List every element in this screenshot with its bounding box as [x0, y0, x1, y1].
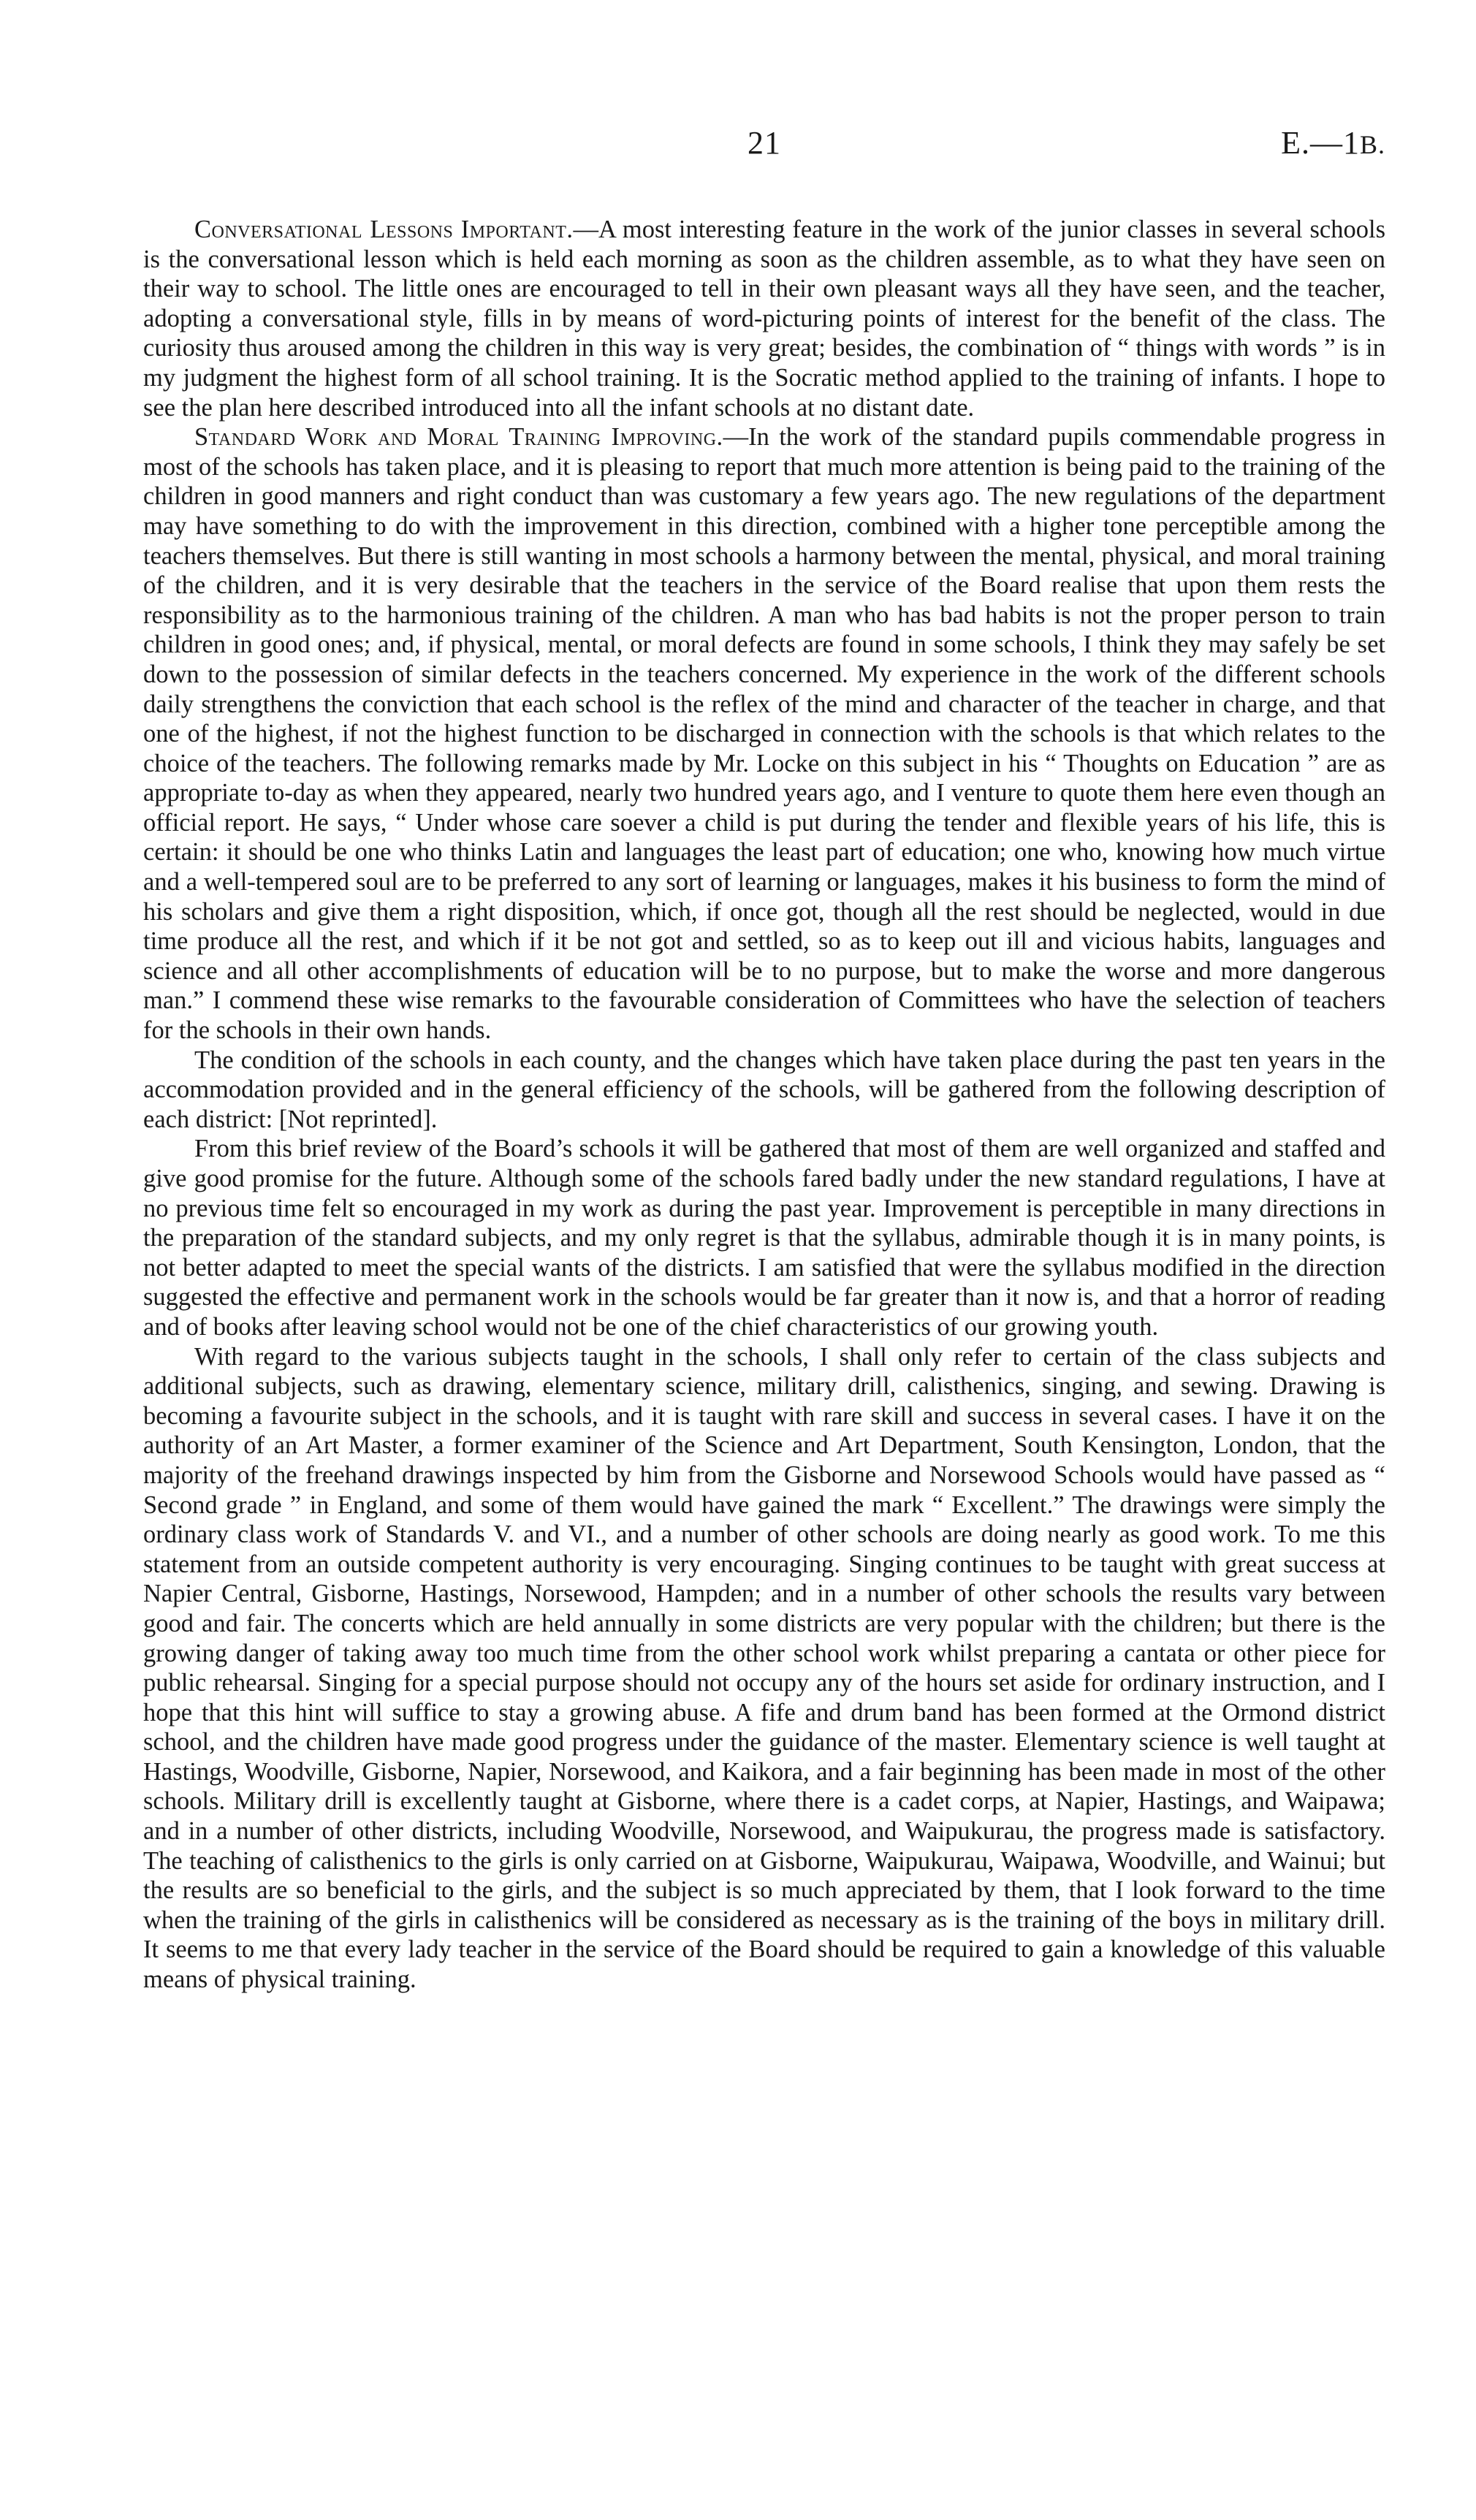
series-reference — [1281, 124, 1385, 161]
paragraph-text: The condition of the schools in each county, and the changes which have taken place during the past ten years in the accommodation provided and in the general efficiency of the schools, will be gathered from the following description of each district: [Not reprinted]. — [143, 1046, 1385, 1133]
paragraph-text: —In the work of the standard pupils commendable progress in most of the schools has taken place, and it is pleasing to report that much more attention is being paid to the training of the children in good manners and right conduct than was customary a few years ago. The new regulations of the department may have something to do with the improvement in this direction, combined with a higher tone perceptible among the teachers themselves. But there is still wanting in most schools a harmony between the mental, physical, and moral training of the children, and it is very desirable that the teachers in the service of the Board realise that upon them rests the responsibility as to the harmonious training of the children. A man who has bad habits is not the proper person to train children in good ones; and, if physical, mental, or moral defects are found in some schools, I think they may safely be set down to the possession of similar defects in the teachers concerned. My experience in the work of the different schools daily strengthens the conviction that each school is the reflex of the mind and character of the teacher in charge, and that one of the highest, if not the highest function to be discharged in connection with the schools is that which relates to the choice of the teachers. The following remarks made by Mr. Locke on this subject in his “ Thoughts on Education ” are as appropriate to-day as when they appeared, nearly two hundred years ago, and I venture to quote them here even though an official report. He says, “ Under whose care soever a child is put during the tender and flexible years of his life, this is certain: it should be one who thinks Latin and languages the least part of education; one who, knowing how much virtue and a well-tempered soul are to be preferred to any sort of learning or languages, makes it his business to form the mind of his scholars and give them a right disposition, which, if once got, though all the rest should be neglected, would in due time produce all the rest, and which if it be not got and settled, so as to keep out ill and vicious habits, languages and science and all other accomplishments of education will be to no purpose, but to make the worse and more dangerous man.” I commend these wise remarks to the favourable consideration of Committees who have the selection of teachers for the schools in their own hands. — [143, 423, 1386, 1045]
paragraph-conversational-lessons — [143, 215, 1385, 422]
series-reference-main: E.—1 — [1281, 125, 1360, 161]
section-heading: Standard Work and Moral Training Improving. — [194, 423, 723, 452]
page-header — [143, 124, 1385, 175]
paragraph-text: —A most interesting feature in the work of the junior classes in several schools is the conversational lesson which is held each morning as soon as the children assemble, as to what they have seen on their way to school. The little ones are encouraged to tell in their own pleasant ways all they have seen, and the teacher, adopting a conversational style, fills in by means of word-picturing points of interest for the benefit of the class. The curiosity thus aroused among the children in this way is very great; besides, the combination of “ things with words ” is in my judgment the highest form of all school training. It is the Socratic method applied to the training of infants. I hope to see the plan here described introduced into all the infant schools at no distant date. — [143, 216, 1385, 422]
paragraph-school-condition — [143, 1046, 1385, 1135]
series-reference-suffix: B. — [1359, 130, 1385, 159]
paragraph-board-review — [143, 1134, 1385, 1341]
paragraph-subjects-taught — [143, 1342, 1385, 1995]
section-heading: Conversational Lessons Important. — [194, 216, 574, 243]
report-body — [143, 215, 1385, 1995]
paragraph-text: With regard to the various subjects taught in the schools, I shall only refer to certain of the class subjects and additional subjects, such as drawing, elementary science, military drill, calisthenics, singing, and sewing. Drawing is becoming a favourite subject in the schools, and it is taught with rare skill and success in several cases. I have it on the authority of an Art Master, a former examiner of the Science and Art Department, South Kensington, London, that the majority of the freehand drawings inspected by him from the Gisborne and Norsewood Schools would have passed as “ Second grade ” in England, and some of them would have gained the mark “ Excellent.” The drawings were simply the ordinary class work of Standards V. and VI., and a number of other schools are doing nearly as good work. To me this statement from an outside competent authority is very encouraging. Singing continues to be taught with great success at Napier Central, Gisborne, Hastings, Norsewood, Hampden; and in a number of other schools the results vary between good and fair. The concerts which are held annually in some districts are very popular with the children; but there is the growing danger of taking away too much time from the other school work whilst preparing a cantata or other piece for public rehearsal. Singing for a special purpose should not occupy any of the hours set aside for ordinary instruction, and I hope that this hint will suffice to stay a growing abuse. A fife and drum band has been formed at the Ormond district school, and the children have made good progress under the guidance of the master. Elementary science is well taught at Hastings, Woodville, Gisborne, Napier, Norsewood, and Kaikora, and a fair beginning has been made in most of the other schools. Military drill is excellently taught at Gisborne, where there is a cadet corps, at Napier, Hastings, and Waipawa; and in a number of other districts, including Woodville, Norsewood, and Waipukurau, the progress made is satisfactory. The teaching of calisthenics to the girls is only carried on at Gisborne, Waipukurau, Waipawa, Woodville, and Wainui; but the results are so beneficial to the girls, and the subject is so much appreciated by them, that I look forward to the time when the training of the girls in calisthenics will be considered as necessary as is the training of the boys in military drill. It seems to me that every lady teacher in the service of the Board should be required to gain a knowledge of this valuable means of physical training. — [143, 1342, 1385, 1994]
document-page — [143, 124, 1385, 1995]
paragraph-text: From this brief review of the Board’s schools it will be gathered that most of them are well organized and staffed and give good promise for the future. Although some of the schools fared badly under the new standard regulations, I have at no previous time felt so encouraged in my work as during the past year. Improvement is perceptible in many directions in the preparation of the standard subjects, and my only regret is that the syllabus, admirable though it is in many points, is not better adapted to meet the special wants of the districts. I am satisfied that were the syllabus modified in the direction suggested the effective and permanent work in the schools would be far greater than it now is, and that a horror of reading and of books after leaving school would not be one of the chief characteristics of our growing youth. — [143, 1135, 1385, 1341]
page-number: 21 — [747, 125, 781, 161]
paragraph-standard-work — [143, 422, 1385, 1045]
